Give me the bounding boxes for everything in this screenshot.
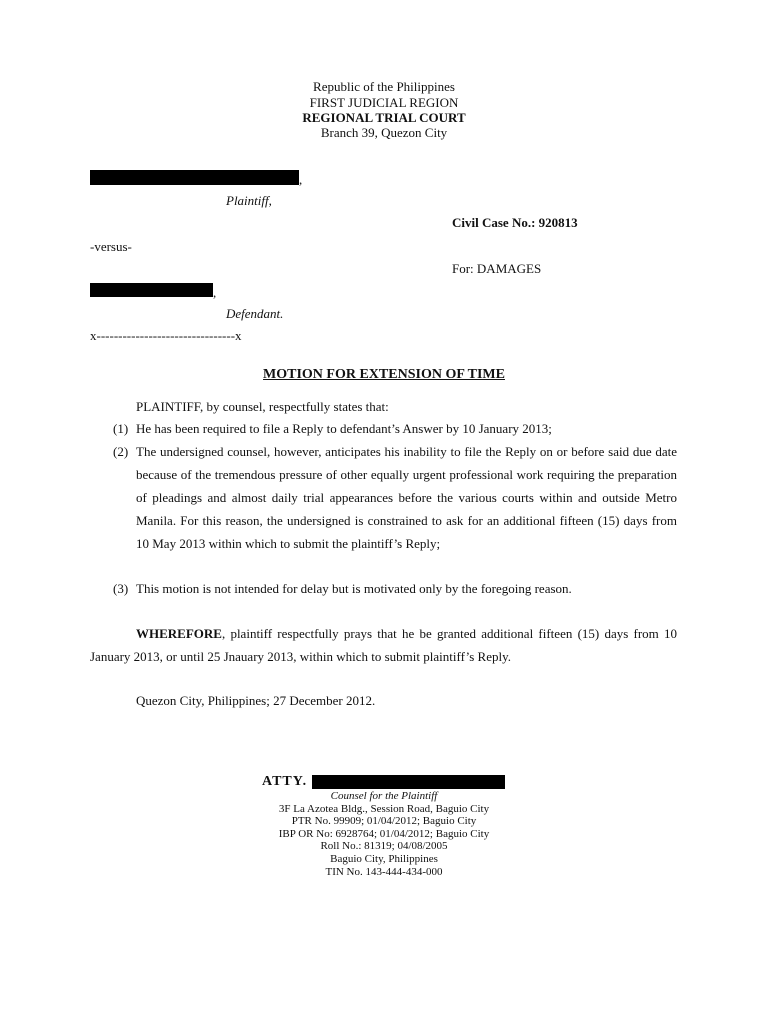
item-2-text: The undersigned counsel, however, anticipates his inability to file the Reply on or before said due date because of the tremendous pressure of other equally urgent professional work requiring the preparation of pleadings and almost daily trial appearances before the various courts within and outside Metro Manila. For this reason, the undersigned is constrained to ask for an additional fifteen (15) days from 10 May 2013 within which to submit the plaintiff’s Reply; [136, 444, 677, 551]
wherefore-keyword: WHEREFORE [136, 626, 222, 641]
counsel-roll: Roll No.: 81319; 04/08/2005 [320, 840, 448, 853]
place-date-line: Quezon City, Philippines; 27 December 2012. [136, 693, 376, 708]
defendant-name-redaction [90, 283, 213, 297]
case-nature-value: DAMAGES [476, 261, 542, 276]
plaintiff-comma: , [299, 172, 303, 187]
wherefore-paragraph [90, 622, 677, 668]
counsel-tin: TIN No. 143-444-434-000 [325, 865, 443, 878]
counsel-name-redaction [312, 775, 505, 789]
civil-case-number [452, 215, 578, 231]
civil-case-value: 920813 [538, 215, 578, 230]
versus-text: -versus- [90, 239, 132, 254]
court-country: Republic of the Philippines [313, 79, 455, 94]
case-nature [452, 261, 541, 277]
intro-paragraph: PLAINTIFF, by counsel, respectfully states that: [136, 399, 389, 414]
court-region: FIRST JUDICIAL REGION [309, 95, 459, 110]
plaintiff-label: Plaintiff, [226, 193, 272, 208]
counsel-details [250, 790, 518, 878]
civil-case-label: Civil Case No.: [452, 215, 536, 230]
case-nature-label: For: [452, 261, 474, 276]
counsel-ptr: PTR No. 99909; 01/04/2012; Baguio City [291, 815, 477, 828]
wherefore-text: , plaintiff respectfully prays that he be granted additional fifteen (15) days from 10 January 2013, or until 25 Jnauary 2013, within which to submit plaintiff’s Reply. [90, 626, 677, 664]
motion-title: MOTION FOR EXTENSION OF TIME [263, 367, 505, 382]
item-3-text: This motion is not intended for delay but is motivated only by the foregoing reason. [136, 581, 572, 596]
item-2-number: (2) [113, 444, 129, 459]
item-1-number: (1) [113, 421, 129, 436]
defendant-comma: , [213, 285, 217, 300]
counsel-city: Baguio City, Philippines [330, 852, 438, 865]
court-branch: Branch 39, Quezon City [320, 125, 448, 140]
caption-divider-line: x--------------------------------x [90, 328, 242, 343]
counsel-address: 3F La Azotea Bldg., Session Road, Baguio City [278, 802, 490, 815]
item-1-text: He has been required to file a Reply to defendant’s Answer by 10 January 2013; [136, 421, 552, 436]
item-3-number: (3) [113, 581, 129, 596]
court-name: REGIONAL TRIAL COURT [302, 110, 466, 125]
atty-prefix: ATTY. [262, 774, 308, 789]
counsel-role: Counsel for the Plaintiff [330, 790, 438, 802]
counsel-ibp: IBP OR No: 6928764; 01/04/2012; Baguio City [278, 827, 490, 840]
plaintiff-name-redaction [90, 170, 299, 185]
defendant-label: Defendant. [226, 306, 284, 321]
